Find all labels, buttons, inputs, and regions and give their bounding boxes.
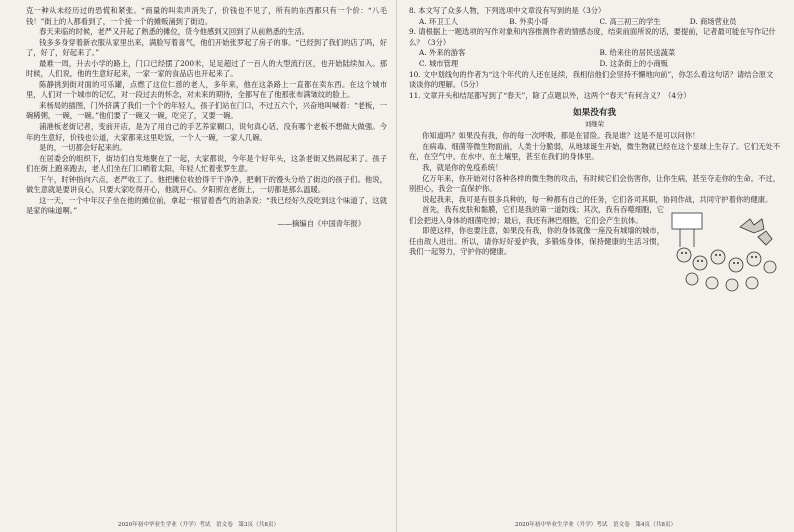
options (409, 17, 780, 28)
essay-body (409, 131, 780, 258)
option-a[interactable]: A. 环卫工人 (419, 16, 459, 26)
paragraph: 春天来临的时候，老严又开起了熟悉的摊位，货今他感到又回到了从前熟悉的生活。 (39, 27, 310, 37)
question-9 (409, 27, 780, 69)
question-text: 9. 请根据上一题选项的写作对象和内容推测作者的情感态度，结束前面所说的话，要提前，记者最可能在写作记什么？（3分） (409, 27, 776, 47)
paragraph: 下午，时钟指向六点，老严收工了。他把摊位收拾得干干净净，把剩下的馒头分给了街边的孩子们。他说，做生意就是要讲良心，只要大家吃得开心，他就开心。夕阳照在老街上，一切都是那么温暖。 (26, 174, 387, 195)
question-8 (409, 6, 780, 27)
question-11: 11. 文章开头和结尾都写到了“春天”，除了点题以外，这两个“春天”有何含义？（4分） (409, 90, 691, 100)
options (409, 48, 780, 69)
option-c[interactable]: C. 高三初三的学生 (599, 16, 661, 26)
paragraph: 你知道吗？如果没有我，你的每一次呼吸，都是在冒险。我是谁？这是不是可以问你！ (422, 131, 700, 141)
page-footer-left: 2020年初中毕业生学业（升学）考试 语文卷 第3页（共8页） (117, 522, 280, 528)
left-text (26, 6, 387, 217)
paragraph: 是的，一切都会好起来的。 (39, 143, 127, 153)
paragraph: 最难一周，升去小学的路上，门口已经摆了200米，足足超过了一百人的大型流行区，也开始陆续加入。那时候，人们说，他的生意好起来，一家一家的食品店也开起来了。 (26, 58, 387, 79)
option-c[interactable]: C. 城市管理 (419, 58, 459, 68)
essay-title: 如果没有我 (573, 108, 616, 119)
paragraph: 在居委会的组织下，街坊们自发地聚在了一起，大家都说，今年是个好年头，这条老街又热闹起来了。孩子们在街上跑来跑去，老人们坐在门口晒着太阳，年轻人忙着张罗生意。 (26, 153, 387, 174)
paragraph: 我，就是你的免疫系统！ (422, 162, 503, 172)
paragraph: 克一种从未经历过的恐慌和紧张。“商量的叫卖声消失了，价钱也不见了，所有的东西都只有一个价：“八毛钱！”街上的人都看到了，一个接一个的摊贩涌到了街边。 (26, 6, 387, 26)
option-d[interactable]: D. 商场营业员 (689, 16, 737, 26)
paragraph: 首先，我有皮肤和黏膜，它们是我的第一道防线；其次，我有吞噬细胞，它们会把进入身体的细菌吃掉；最后，我还有淋巴细胞，它们会产生抗体。 (409, 205, 664, 225)
essay-author: 刘继荣 (584, 120, 605, 129)
paragraph: 来杨局的插图，门外挤满了我们一个个的年轻人，孩子们站在门口，不过五六个，兴奋地叫喊着：“老板，一碗稀粥，一碗，一碗。”他们要了一碗又一碗，吃完了，又要一碗。 (26, 100, 387, 121)
option-b[interactable]: B. 给来往的居民送蔬菜 (599, 48, 676, 58)
immune-cells-illustration (670, 207, 780, 295)
paragraph: 陈静挑到街对面的可乐罐，点燃了这位仁慈的老人，多年来，他在这条路上一直都在卖东西。在这个城市里，人们对一个城市的记忆，对一段过去的怀念，对未来的期待，全都写在了他那张布满皱纹的脸上。 (26, 79, 387, 100)
right-page (397, 0, 794, 532)
article-source: ——摘编自《中国青年报》 (277, 218, 365, 228)
paragraph: 在病毒、细菌等微生物面前，人类十分脆弱，从地球诞生开始，微生物就已经在这个星球上生存了。它们无处不在，在空气中、在水中、在土壤里，甚至在我们的身体里。 (409, 141, 780, 162)
paragraph: 钱多多身穿着新衣服从家里出来，满脸写着喜气，他们开始张罗起了房子的事。“已经到了我们的店了吗，好了，好了，好起来了。” (26, 37, 387, 58)
question-text: 8. 本文写了众多人物，下列选项中文章没有写到的是（3分） (409, 6, 606, 15)
page-footer-right: 2020年初中毕业生学业（升学）考试 语文卷 第4页（共8页） (514, 522, 677, 528)
paragraph: 浦港板老街记者，变前开店，是为了用自己的手艺养家糊口，说句真心话，没有哪个老板不想做大做强。今年的生意好，价钱也公道，大家都来这里吃饭，一个人一碗，一家人几碗。 (26, 122, 387, 142)
paragraph: 亿万年来，你开始对付各种各样的微生物的攻击，有时候它们会伤害你，让你生病，甚至夺走你的生命。不过，别担心，我会一直保护你。 (409, 173, 780, 194)
paragraph: 即使这样，你也要注意，如果没有我，你的身体就像一座没有城墙的城市，任由敌人进出。所以，请你好好爱护我，多锻炼身体，保持健康的生活习惯，我们一起努力，守护你的健康。 (409, 226, 664, 257)
paragraph: 说起我来，我可是有很多兵种的，每一种都有自己的任务，它们各司其职，协同作战，共同守护着你的健康。 (422, 194, 773, 204)
paragraph: 这一天，一个中年汉子坐在他的摊位前，拿起一根冒着香气的油条说：“我已经好久没吃到这个味道了，这就是家的味道啊。” (26, 195, 387, 216)
option-b[interactable]: B. 外卖小哥 (509, 16, 549, 26)
option-a[interactable]: A. 外来的游客 (419, 48, 466, 58)
option-d[interactable]: D. 这条街上的小商贩 (599, 58, 669, 68)
question-10: 10. 文中划线句的作者为“这个年代的人还在延续，我相信他们会坚持不懈地向前”，你怎么看这句话？请结合原文谈谈你的理解。（5分） (409, 69, 774, 90)
